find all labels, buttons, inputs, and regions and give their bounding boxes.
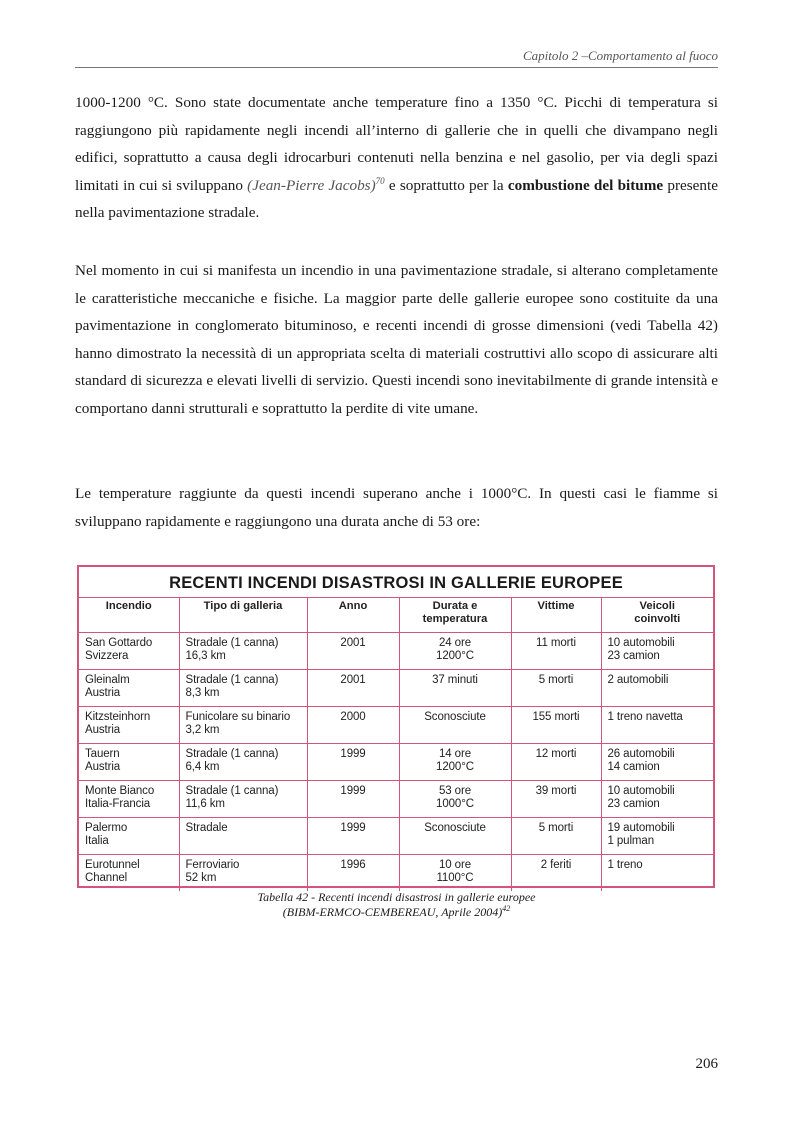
cell-tipo: Stradale xyxy=(179,818,307,855)
cell-vittime: 12 morti xyxy=(511,744,601,781)
cell-veicoli: 19 automobili 1 pulman xyxy=(601,818,713,855)
cell-durata: 10 ore 1100°C xyxy=(399,855,511,892)
cell-anno: 1996 xyxy=(307,855,399,892)
paragraph-1 xyxy=(75,89,718,227)
cell-anno: 2000 xyxy=(307,707,399,744)
column-header: Durata e temperatura xyxy=(399,598,511,633)
cell-incendio: Kitzsteinhorn Austria xyxy=(79,707,179,744)
table-row xyxy=(79,744,713,781)
table-row xyxy=(79,707,713,744)
caption-line-2 xyxy=(75,905,718,920)
cell-tipo: Stradale (1 canna) 16,3 km xyxy=(179,633,307,670)
cell-incendio: Eurotunnel Channel xyxy=(79,855,179,892)
cell-durata: Sconosciute xyxy=(399,707,511,744)
column-header: Vittime xyxy=(511,598,601,633)
cell-veicoli: 10 automobili 23 camion xyxy=(601,633,713,670)
fires-data-table xyxy=(79,598,713,891)
cell-tipo: Stradale (1 canna) 6,4 km xyxy=(179,744,307,781)
cell-veicoli: 2 automobili xyxy=(601,670,713,707)
citation-ref: 70 xyxy=(375,175,385,186)
cell-vittime: 11 morti xyxy=(511,633,601,670)
cell-veicoli: 26 automobili 14 camion xyxy=(601,744,713,781)
column-header: Veicoli coinvolti xyxy=(601,598,713,633)
header-rule xyxy=(75,67,718,68)
cell-anno: 2001 xyxy=(307,633,399,670)
paragraph-1-text-c: presente nella pavimentazione stradale. xyxy=(75,176,718,221)
cell-vittime: 5 morti xyxy=(511,670,601,707)
column-header: Tipo di galleria xyxy=(179,598,307,633)
paragraph-1-text-a: 1000-1200 °C. Sono state documentate anche temperature fino a 1350 °C. Picchi di temperatura si raggiungono più rapidamente negli incendi all’interno di gallerie che in quelli che divampano negli edifici, soprattutto a causa degli idrocarburi contenuti nella benzina e nel gasolio, per via degli spazi limitati in cui si sviluppano xyxy=(75,94,718,194)
cell-tipo: Stradale (1 canna) 11,6 km xyxy=(179,781,307,818)
cell-anno: 2001 xyxy=(307,670,399,707)
citation: (Jean-Pierre Jacobs) xyxy=(247,176,376,194)
cell-incendio: Monte Bianco Italia-Francia xyxy=(79,781,179,818)
caption-source: (BIBM-ERMCO-CEMBEREAU, Aprile 2004) xyxy=(282,905,503,919)
cell-veicoli: 10 automobili 23 camion xyxy=(601,781,713,818)
cell-durata: 24 ore 1200°C xyxy=(399,633,511,670)
cell-anno: 1999 xyxy=(307,781,399,818)
cell-vittime: 155 morti xyxy=(511,707,601,744)
cell-veicoli: 1 treno xyxy=(607,859,643,871)
table-header-row xyxy=(79,598,713,633)
caption-ref: 42 xyxy=(502,904,511,913)
bold-phrase: combustione del bitume xyxy=(507,176,664,194)
cell-anno: 1999 xyxy=(307,744,399,781)
table-row xyxy=(79,781,713,818)
table-caption xyxy=(75,890,718,920)
cell-incendio: San Gottardo Svizzera xyxy=(79,633,179,670)
table-row xyxy=(79,633,713,670)
cell-incendio: Palermo Italia xyxy=(79,818,179,855)
table-title: RECENTI INCENDI DISASTROSI IN GALLERIE EUROPEE xyxy=(79,569,713,598)
column-header: Anno xyxy=(307,598,399,633)
table-row xyxy=(79,855,713,892)
column-header: Incendio xyxy=(79,598,179,633)
cell-tipo: Funicolare su binario 3,2 km xyxy=(179,707,307,744)
cell-durata: Sconosciute xyxy=(399,818,511,855)
fires-table xyxy=(77,565,715,888)
cell-veicoli: 1 treno navetta xyxy=(601,707,713,744)
cell-incendio: Gleinalm Austria xyxy=(79,670,179,707)
cell-tipo: Ferroviario 52 km xyxy=(179,855,307,892)
cell-durata: 37 minuti xyxy=(399,670,511,707)
running-header: Capitolo 2 –Comportamento al fuoco xyxy=(523,48,718,63)
cell-vittime: 39 morti xyxy=(511,781,601,818)
cell-tipo: Stradale (1 canna) 8,3 km xyxy=(179,670,307,707)
paragraph-1-text-b: e soprattutto per la xyxy=(384,176,508,194)
table-row xyxy=(79,818,713,855)
cell-incendio: Tauern Austria xyxy=(79,744,179,781)
paragraph-3: Le temperature raggiunte da questi incendi superano anche i 1000°C. In questi casi le fiamme si sviluppano rapidamente e raggiungono una durata anche di 53 ore: xyxy=(75,485,718,530)
paragraph-2: Nel momento in cui si manifesta un incendio in una pavimentazione stradale, si alterano completamente le caratteristiche meccaniche e fisiche. La maggior parte delle gallerie europee sono costituite da una pavimentazione in conglomerato bituminoso, e recenti incendi di grosse dimensioni (vedi Tabella 42) hanno dimostrato la necessità di un appropriata scelta di materiali costruttivi allo scopo di assicurare alti standard di sicurezza e elevati livelli di servizio. Questi incendi sono inevitabilmente di grande intensità e comportano danni strutturali e soprattutto la perdite di vite umane. xyxy=(75,262,718,417)
table-row xyxy=(79,670,713,707)
caption-line-1: Tabella 42 - Recenti incendi disastrosi in gallerie europee xyxy=(257,890,536,904)
cell-durata: 53 ore 1000°C xyxy=(399,781,511,818)
cell-vittime: 2 feriti xyxy=(511,855,601,892)
cell-anno: 1999 xyxy=(307,818,399,855)
cell-vittime: 5 morti xyxy=(511,818,601,855)
cell-durata: 14 ore 1200°C xyxy=(399,744,511,781)
page-number: 206 xyxy=(695,1056,718,1072)
